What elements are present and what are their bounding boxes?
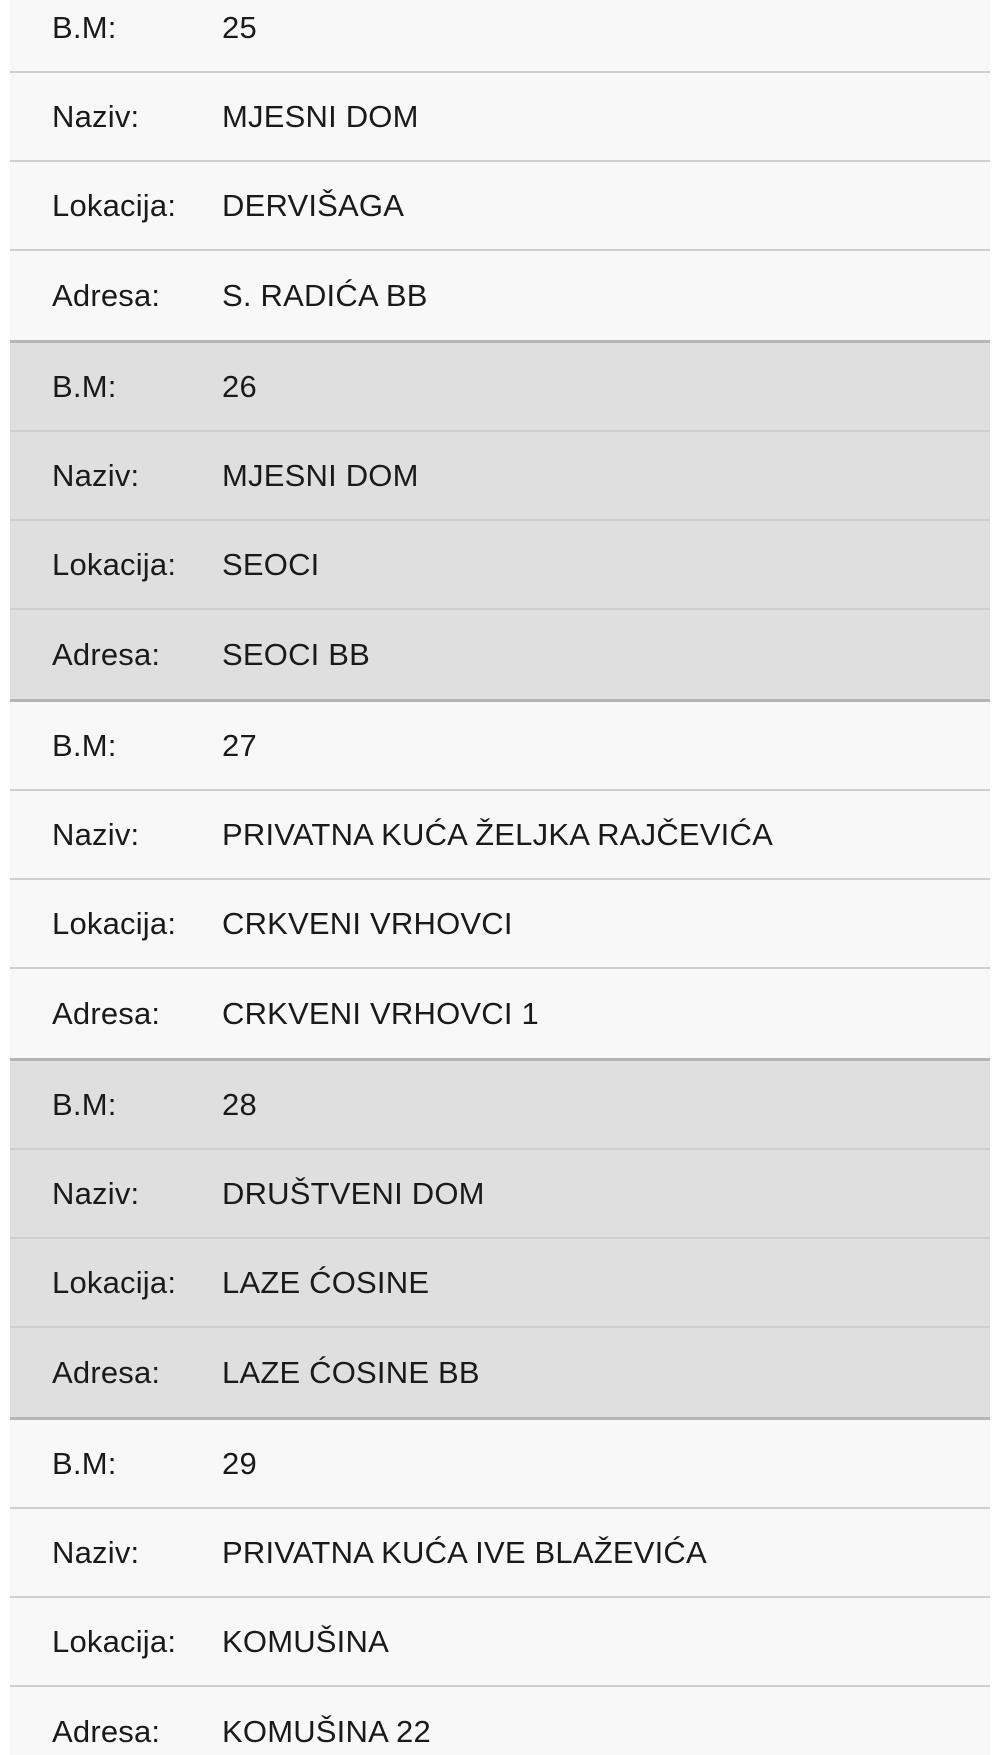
bm-value: 27: [222, 727, 257, 763]
adresa-label: Adresa:: [52, 1713, 161, 1749]
naziv-value: PRIVATNA KUĆA ŽELJKA RAJČEVIĆA: [222, 816, 773, 852]
adresa-value: S. RADIĆA BB: [222, 277, 428, 313]
adresa-value: LAZE ĆOSINE BB: [222, 1354, 480, 1390]
adresa-value: KOMUŠINA 22: [222, 1713, 431, 1749]
bm-row: [10, 0, 990, 73]
naziv-row: [10, 1150, 990, 1239]
naziv-row: [10, 791, 990, 880]
adresa-row: [10, 610, 990, 699]
adresa-value: SEOCI BB: [222, 636, 371, 672]
bm-label: B.M:: [52, 368, 117, 404]
lokacija-row: [10, 521, 990, 610]
adresa-label: Adresa:: [52, 636, 161, 672]
bm-value: 28: [222, 1086, 257, 1122]
lokacija-value: DERVIŠAGA: [222, 187, 405, 223]
adresa-row: [10, 1687, 990, 1755]
adresa-label: Adresa:: [52, 1354, 161, 1390]
station-record[interactable]: [10, 1420, 990, 1755]
naziv-row: [10, 1509, 990, 1598]
bm-value: 25: [222, 9, 257, 45]
bm-label: B.M:: [52, 9, 117, 45]
lokacija-value: SEOCI: [222, 546, 320, 582]
bm-row: [10, 702, 990, 791]
naziv-label: Naziv:: [52, 1175, 140, 1211]
bm-label: B.M:: [52, 727, 117, 763]
naziv-value: MJESNI DOM: [222, 457, 419, 493]
bm-label: B.M:: [52, 1445, 117, 1481]
lokacija-row: [10, 1598, 990, 1687]
lokacija-row: [10, 880, 990, 969]
lokacija-value: KOMUŠINA: [222, 1623, 389, 1659]
naziv-value: PRIVATNA KUĆA IVE BLAŽEVIĆA: [222, 1534, 707, 1570]
station-record[interactable]: [10, 702, 990, 1061]
naziv-value: MJESNI DOM: [222, 98, 419, 134]
station-record[interactable]: [10, 343, 990, 702]
lokacija-row: [10, 1239, 990, 1328]
bm-row: [10, 343, 990, 432]
station-record[interactable]: [10, 0, 990, 343]
bm-row: [10, 1420, 990, 1509]
adresa-row: [10, 251, 990, 340]
lokacija-value: CRKVENI VRHOVCI: [222, 905, 513, 941]
bm-value: 26: [222, 368, 257, 404]
adresa-value: CRKVENI VRHOVCI 1: [222, 995, 539, 1031]
lokacija-label: Lokacija:: [52, 546, 177, 582]
station-record[interactable]: [10, 1061, 990, 1420]
naziv-label: Naziv:: [52, 457, 140, 493]
naziv-label: Naziv:: [52, 98, 140, 134]
bm-value: 29: [222, 1445, 257, 1481]
naziv-row: [10, 432, 990, 521]
naziv-label: Naziv:: [52, 816, 140, 852]
adresa-label: Adresa:: [52, 995, 161, 1031]
naziv-row: [10, 73, 990, 162]
bm-label: B.M:: [52, 1086, 117, 1122]
bm-row: [10, 1061, 990, 1150]
lokacija-label: Lokacija:: [52, 1623, 177, 1659]
lokacija-row: [10, 162, 990, 251]
lokacija-label: Lokacija:: [52, 1264, 177, 1300]
lokacija-label: Lokacija:: [52, 905, 177, 941]
naziv-value: DRUŠTVENI DOM: [222, 1175, 485, 1211]
adresa-label: Adresa:: [52, 277, 161, 313]
adresa-row: [10, 1328, 990, 1417]
adresa-row: [10, 969, 990, 1058]
lokacija-value: LAZE ĆOSINE: [222, 1264, 430, 1300]
naziv-label: Naziv:: [52, 1534, 140, 1570]
lokacija-label: Lokacija:: [52, 187, 177, 223]
